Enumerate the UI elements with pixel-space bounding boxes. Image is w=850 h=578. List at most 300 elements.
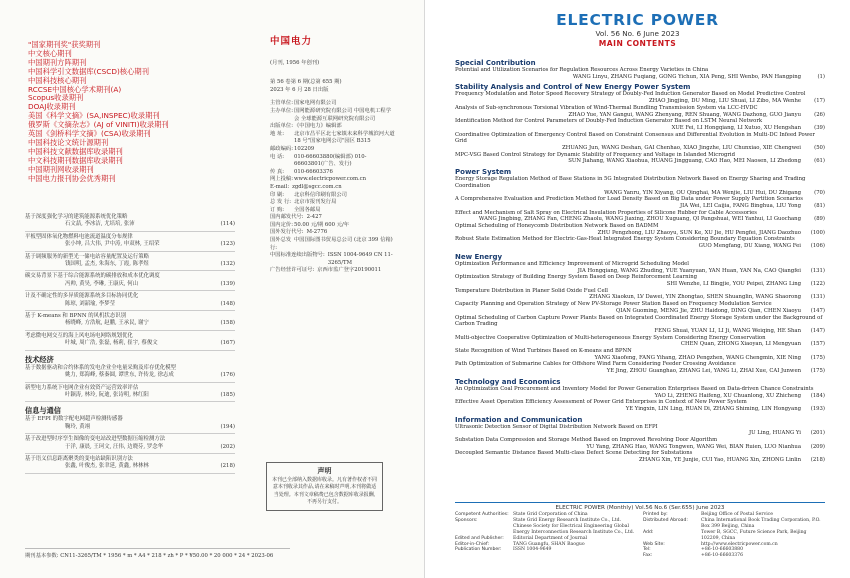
left-article [25,234,235,249]
toc-title-line [455,152,825,159]
honor-item: 英国《剑桥科学文摘》(CSA)收录期刊 [28,129,151,139]
toc-entry [455,261,825,274]
toc-entry [455,348,825,361]
toc-entry [455,450,825,463]
toc-entry [455,91,825,104]
article-page: (132) [220,261,235,268]
left-article [25,365,235,380]
toc-authors: ZHANG Xin, YE Junjie, CUI Yao, HUANG Xin, ZHONG Linlin [639,457,801,464]
masthead-title: ELECTRIC POWER [556,11,719,29]
article-authors: 张鑫, 叶俊杰, 张聿延, 黄鑫, 林林林 [65,463,149,470]
article-page: (114) [220,221,235,228]
toc-authors: ZHAO Yue, YAN Gangui, WANG Zhenyang, REN Shuang, WANG Dazhong, GUO Jianyu [568,111,801,118]
toc-entry [455,399,825,412]
article-byline [25,463,235,470]
article-authors: 于洋, 康晨, 王珂文, 汪伟, 边晓芬, 罗念华 [65,443,163,450]
article-byline [25,221,235,228]
article-page: (123) [220,241,235,248]
toc-entry [455,196,825,209]
colophon-value: Beijing Office of Postal Service [701,512,773,517]
toc-title: Energy Storage Regulation Method of Base Stations in 5G Integrated Distribution Network Based on Energy Sharing and Trading Coordination [455,176,806,189]
main-contents-heading: MAIN CONTENTS [598,39,677,48]
toc-entry [455,236,825,249]
toc-title-line [455,118,825,125]
left-article [25,456,235,471]
info-key: 主办单位: [270,107,293,114]
toc-title: Multi-objective Cooperative Optimization of Multi-heterogeneous Energy System Considering Energy Conservation [455,334,766,341]
colophon-value: +86-10-66603880 [701,547,744,553]
toc-title: Ultrasonic Detection Sensor of Digital Distribution Network Based on EFPI [455,423,658,430]
toc-section-heading: New Energy [455,252,503,261]
toc-byline [455,341,825,348]
colophon-key: Competent Authorities: [455,512,509,517]
toc-authors: ZHU Pengzhong, LIU Zhaoyu, SUN Ke, XU Jie, HU Pengfei, JIANG Daozhuo [597,229,801,236]
toc-byline [455,190,825,197]
colophon-value: China International Book Trading Corporation, P.O. Box 399 Beijing, China [701,517,821,529]
left-article [25,273,235,288]
left-article [25,436,235,451]
left-article [25,333,235,348]
article-page: (185) [220,391,235,398]
info-value: 《中国电力》编辑部 [294,123,342,130]
article-byline [25,241,235,248]
colophon-key: Fax: [643,553,653,559]
toc-byline [455,125,825,132]
honor-item: RCCSE中国核心学术期刊(A) [28,84,122,94]
left-article [25,385,235,400]
info-key: 主管单位: [270,100,293,107]
toc-authors: YU Yang, ZHANG Hao, WANG Tongwen, WANG Wei, BIAN Ruien, LUO Nianhua [586,443,801,450]
toc-authors: YE Yingxin, LIN Ling, RUAN Di, ZHANG Shiming, LIN Hongyang [625,405,801,412]
honor-item: 中文科技期刊数据库收录期刊 [28,155,123,165]
info-row [270,199,395,207]
divider [25,350,235,351]
toc-page: (89) [814,216,825,223]
toc-title-line [455,335,825,342]
honor-item: 美国《科学文摘》(SA,INSPEC)收录期刊 [28,111,160,121]
article-byline [25,372,235,379]
honor-item: 中国科学引文数据库(CSCD)核心期刊 [28,66,149,76]
divider [25,251,235,252]
toc-page: (193) [810,405,825,412]
toc-title: Frequency Modulation and Rotor Speed Recovery Strategy of Doubly-Fed Induction Generator Based on Model Predictive Control [455,91,806,98]
article-title: 基于语义信息距离聚类的变电站缺陷识别方法 [25,455,133,462]
toc-authors: CHEN Quan, ZHONG Xiaoyan, LI Mengyuan [680,341,801,348]
toc-authors: ZHAO Jingjing, DU Ming, LIU Shuai, LI Zibo, MA Wenhe [648,98,801,105]
toc-byline [455,430,825,437]
colophon-value: State Grid Corporation of China [513,512,588,517]
toc-page: (81) [814,202,825,209]
toc-title: Identification Method for Control Parameters of Doubly-Fed Induction Generator Based on LSTM Neural Network [455,118,763,125]
toc-title-line [455,236,825,243]
masthead-issue: Vol. 56 No. 6 June 2023 [595,29,680,38]
article-byline [25,281,235,288]
toc-authors: WANG Jingbing, ZHANG Fan, CHENG Zhaolu, WANG Jiaxing, ZHOU Xuguang, QI Pangshuai, WEI Yanhui, LI Guochang [478,216,801,223]
toc-title: Analysis of Sub-synchronous Torsional Vibration of Wind-Thermal Bundling Transmission System via LCC-HVDC [455,104,758,111]
toc-page: (39) [814,124,825,131]
toc-title: Optimal Scheduling of Honeycomb Distribution Network Based on BADMM [455,223,659,230]
info-row [270,176,395,184]
info-value: M-2776 [306,229,328,236]
toc-title-line [455,261,825,268]
toc-page: (17) [814,98,825,105]
article-authors: 叶颖涛, 林玲, 阮迪, 张诗明, 林红阳 [65,391,149,398]
info-key: 传 真: [270,168,285,175]
info-key: 国外总发行: [270,237,292,251]
colophon-right [643,512,825,559]
honor-item: 中国电力报刊协会优秀期刊 [28,173,116,183]
toc-authors: FENG Shuai, YUAN LI, LI Ji, WANG Weiqing, HE Shan [654,327,801,334]
toc-authors: ZHUANG Jun, WANG Deshan, GAI Chenhao, XIAO Jingzhe, LIU Chunxiao, XIE Chengwei [562,145,801,152]
toc-title: Decoupled Semantic Distance Based Multi-class Defect Scene Detecting for Substations [455,450,693,457]
info-row [270,154,395,169]
toc-title: Effective Asset Operation Efficiency Assessment of Power Grid Enterprises in Context of New Power System [455,399,747,406]
colophon [455,502,825,559]
toc-authors: JU Ling, HUANG Yi [748,430,801,437]
article-authors: 鞠玲, 黄翊 [65,423,90,430]
colophon-left [455,512,637,559]
declaration-heading: 声明 [317,467,332,475]
toc-title: Potential and Utilization Scenarios for Regulation Resources Across Energy Varieties in China [455,67,709,73]
toc-section-heading: Stability Analysis and Control of New Energy Power System [455,83,691,92]
toc-title-line [455,450,825,457]
toc-page: (175) [810,368,825,375]
info-row [270,252,395,267]
toc-title: Optimization Performance and Efficiency Improvement of Microgrid Scheduling Model [455,260,689,267]
journal-title-cn: 中国电力 [270,36,313,47]
toc-byline [455,281,825,288]
toc-title: Optimal Scheduling of Carbon Capture Power Plants Based on Integrated Coordinated Energy Storage System under the Background of Carbon Trading [455,314,823,328]
divider [25,270,235,271]
honor-item: "国家期刊奖"获奖期刊 [28,40,101,49]
toc-authors: ZHANG Xiaokun, LV Dawei, YIN Zhongtao, SHEN Shuanglin, WANG Shaorong [589,294,801,301]
article-page: (148) [220,300,235,307]
left-article [25,254,235,269]
info-row [270,192,395,200]
toc-title-line [455,348,825,355]
divider [25,231,235,232]
colophon-key: Add: [643,529,654,535]
info-value: 中国国际图书贸易总公司 (北京 399 信箱) [294,237,393,244]
honor-item: 俄罗斯《文摘杂志》(AJ of VINITI)收录期刊 [28,120,169,130]
article-authors: 杨晓峰, 方浩航, 赵鹏, 王承民, 谢宁 [65,320,149,327]
toc-byline [455,393,825,400]
toc-authors: WANG Linyu, ZHANG Fuqiang, GONG Yichun, XIA Peng, SHI Wenbo, PAN Hangping [572,73,801,80]
toc-entry [455,223,825,236]
toc-title-line [455,91,825,98]
toc-title: Coordinative Optimization of Emergency Control Based on Constraint Consensus and Differential Evolution in Multi-DC Infeed Power Grid [455,131,815,145]
colophon-value: Editorial Department of Journal [513,535,588,541]
colophon-value: TANG Guangfu, SHAN Baoguo [513,541,585,547]
toc-page: (122) [810,280,825,287]
toc-byline [455,268,825,275]
article-authors: 张小坤, 吕大伟, 尹中涛, 申双林, 王绍荣 [65,241,160,248]
info-value: 国网能源研究院有限公司 中国电机工程学会 全球能源互联网研究院有限公司 [294,107,392,122]
toc-title-line [455,301,825,308]
info-key: 国内邮发代号: [270,214,304,221]
info-value: ISSN 1004-9649 CN 11-3265/TM [327,252,393,266]
colophon-value: http://www.electricpower.com.cn [701,541,778,547]
toc-authors: SHI Wenzhe, LI Bingjie, YOU Peipei, ZHANG Ling [666,280,801,287]
toc-title: Temperature Distribution in Planer Solid Oxide Fuel Cell [455,287,608,294]
toc-byline [455,457,825,464]
colophon-key: Edited and Publisher: [455,535,504,541]
toc-title-line [455,210,825,217]
toc-authors: YANG Xiaofeng, FANG Yihang, ZHAO Pengzhen, WANG Chengmin, XIE Ning [594,354,801,361]
article-byline [25,392,235,399]
article-title: 考虑微电网交互的海上风电场电网络规划优化 [25,332,133,339]
journal-info-card [270,38,395,275]
journal-volume: 第 56 卷第 6 期(总第 655 期) [270,79,342,86]
toc-page: (1) [817,73,825,80]
journal-date: 2023 年 6 月 28 日出版 [270,86,329,93]
toc-authors: QIAN Guoming, MENG Jie, ZHU Haidong, DING Qian, CHEN Xiaoyu [615,307,801,314]
toc-byline [455,294,825,301]
honor-item: 中国期刊网收录期刊 [28,164,94,174]
info-value: 北京市报刊发行局 [294,199,337,206]
article-authors: 钱国明, 孟杰, 朱海东, 丁霞, 陈孝煜 [65,261,149,268]
colophon-key: Publication Number: [455,547,502,553]
colophon-row [455,547,637,553]
article-page: (158) [220,320,235,327]
honor-item: 中国科技论文统计源期刊 [28,137,109,147]
article-byline [25,301,235,308]
toc-entry [455,335,825,348]
info-value: 北京市昌平区北七家镇未来科学城滨河大道 18 号"国家电网公司"园区 B315 [294,130,395,145]
article-page: (218) [220,463,235,470]
toc-section-heading: Special Contribution [455,59,536,67]
article-byline [25,340,235,347]
toc-byline [455,308,825,315]
toc-byline [455,406,825,413]
toc-authors: SUN Jiahang, WANG Xiaohua, HUANG Jingguang, CAO Hao, MEI Naosen, LI Zhedong [568,158,801,165]
toc-title-line [455,399,825,406]
toc-title-line [455,196,825,203]
info-key: 邮政编码: [270,145,293,152]
toc-title-line [455,176,825,189]
colophon-value: State Grid Energy Research Institute Co., Ltd. Chinese Society for Electrical Engineering Global Energy Interconnection Research Institute Co., Ltd. [513,517,635,535]
article-title: 新型电力系统下电网企业有效资产运营效率评估 [25,384,139,391]
toc-entry [455,152,825,165]
info-row [270,214,395,222]
article-page: (202) [220,443,235,450]
toc-byline [455,230,825,237]
toc-title-line [455,361,825,368]
toc-byline [455,328,825,335]
toc-entry [455,210,825,223]
article-title: 基于数据驱动和合约体系的发电企业全电量采购及库存优化模型 [25,364,176,371]
toc-page: (201) [810,430,825,437]
divider [25,330,235,331]
left-article [25,313,235,328]
toc-title-line [455,424,825,431]
masthead [425,11,850,48]
declaration-text: 本刊已全部纳入数据库收录。凡有著作权者不同意本刊收录其作品,请在来稿时声明,本刊将做适当处理。本刊文章稿费已包含数据库收录报酬,不再另行支付。 [272,477,378,505]
article-title: 基于改进型时序孪生图像的变电站改进型数据压缩检测方法 [25,436,166,443]
article-authors: 姚力, 郑海峰, 蔡秦圆, 谭世东, 许传龙, 徐志成 [65,372,174,379]
colophon-row [643,530,825,542]
honor-item: 中国科技文献数据库收录期刊 [28,146,123,156]
toc-byline [455,368,825,375]
toc-page: (106) [810,243,825,250]
info-key: 国外发行代号: [270,229,304,236]
left-section-heading: 技术经济 [25,354,54,364]
toc-title-line [455,67,825,74]
honor-item: 中国期刊方阵期刊 [28,57,87,67]
info-key: 电 话: [270,153,285,160]
toc-page: (70) [814,189,825,196]
article-title: 计及不确定性的多异质能源系统多目标协同优化 [25,293,139,300]
info-key: 出版单位: [270,123,293,130]
colophon-value: ISSN 1004-9649 [513,547,552,553]
article-authors: 陈琼, 刘韶瑜, 李梦莹 [65,300,115,307]
toc-byline [455,216,825,223]
info-key: 广告经营许可证号: [270,267,315,274]
info-row [270,108,395,123]
article-title: 平板型固体氧化物燃料电池流道温度分布规律 [25,233,133,240]
honors-list [28,41,228,184]
toc-title: Robust State Estimation Method for Electric-Gas-Heat Integrated Energy System Considering Boundary Equation Constraints [455,236,795,243]
article-byline [25,424,235,431]
toc-authors: GUO Mengfang, DU Xiang, WANG Fei [698,243,801,250]
info-key: 总 发 行: [270,199,292,206]
colophon-key: Tel: [643,547,651,553]
toc-page: (218) [810,457,825,464]
toc-entry [455,361,825,374]
divider [25,433,235,434]
toc-page: (157) [810,341,825,348]
left-section-heading: 信息与通信 [25,406,61,416]
info-value: 50.00 元/期 600 元/年 [294,221,350,228]
info-value: www.electricpower.com.cn [294,176,367,183]
info-rows [270,100,395,275]
toc-entry [455,424,825,437]
toc-byline [455,74,825,81]
info-key: 中国标准连续出版物号: [270,252,325,259]
divider [25,473,235,474]
article-page: (176) [220,372,235,379]
toc-section-heading: Technology and Economics [455,377,561,386]
info-value: 全国各邮局 [294,206,321,213]
article-page: (194) [220,423,235,430]
info-value: 北京科信印刷有限公司 [294,191,347,198]
colophon-value: +86-10-66603376 [701,553,744,559]
table-of-contents [455,56,825,464]
toc-byline [455,355,825,362]
article-title: 基于深度强化学习的建筑能源系统优化策略 [25,214,128,220]
toc-byline [455,444,825,451]
toc-authors: JIA Hongqiang, WANG Zhuding, YUE Yuanyuan, YAN Huan, YAN Na, CAO Qiangfei [577,267,801,274]
toc-page: (175) [810,354,825,361]
toc-byline [455,112,825,119]
article-authors: 冯帅, 黄昊, 李琳, 王康庆, 何山 [65,280,139,287]
toc-byline [455,158,825,165]
colophon-row [643,518,825,530]
honor-item: 中国科技核心期刊 [28,75,87,85]
info-value: 京西市监广登字20190011 [317,267,382,274]
toc-title: MPC-VSG Based Control Strategy for Dynamic Stability of Frequency and Voltage in Islanded Microgrid [455,151,735,158]
article-authors: 石文喆, 李冰洁, 尤培培, 张沛 [65,221,135,228]
journal-parameters: 期刊基本参数: CN11-3265/TM * 1956 * m * A4 * 218 * zh * P * ¥50.00 * 20 000 * 24 * 2023-06 [25,548,290,559]
info-row [270,146,395,154]
article-title: 基于 K-means 和 BPNN 的风机状态识别 [25,313,126,320]
toc-entry [455,176,825,196]
info-row [270,131,395,146]
toc-page: (131) [810,267,825,274]
toc-authors: YE Jing, ZHOU Guanghao, ZHANG Lei, YANG Li, ZHAI Xue, CAI Junwen [606,368,801,375]
toc-entry [455,118,825,131]
divider [25,310,235,311]
colophon-row [455,518,637,536]
colophon-key: Editor-in-Chief: [455,541,490,547]
toc-section-heading: Power System [455,168,512,177]
toc-byline [455,243,825,250]
toc-byline [455,145,825,152]
toc-title: Path Optimization of Submarine Cables for Offshore Wind Farm Considering Feeder Crossing Avoidance [455,361,736,368]
toc-title-line [455,315,825,328]
info-row [270,237,395,252]
left-article-list [25,214,235,476]
toc-byline [455,203,825,210]
toc-title: An Optimization Coal Procurement and Inventory Model for Power Generation Enterprises Based on Data-driven Chance Constraints [455,385,814,392]
toc-title-line [455,223,825,230]
toc-page: (50) [814,145,825,152]
toc-page: (100) [810,229,825,236]
info-row [270,184,395,192]
divider [25,453,235,454]
toc-title-line [455,274,825,281]
info-row [270,123,395,131]
toc-title: A Comprehensive Evaluation and Prediction Method for Load Density Based on Big Data under Power Supply Partition Scenarios [455,196,803,203]
toc-authors: XUE Fei, LI Hongqiang, LI Xutuo, XU Hengshan [671,124,801,131]
info-row [270,100,395,108]
article-page: (167) [220,340,235,347]
colophon-value: Tower B, SGCC, Future Science Park, Beijing 102209, China [701,529,807,541]
article-title: 碳交易背景下基于综合能源系统的碳排放和成本优化调度 [25,273,160,280]
contents-page [425,0,850,578]
left-article [25,416,235,431]
toc-title: Effect and Mechanism of Salt Spray on Electrical Insulation Properties of Silicone Rubber for Cable Accessories [455,209,757,216]
article-authors: 叶城, 周广浩, 张磊, 杨莉, 崔宇, 蔡俊文 [65,340,158,347]
toc-page: (184) [810,392,825,399]
toc-entry [455,132,825,152]
info-value: 2-427 [306,214,322,221]
journal-frequency: (月刊, 1956 年创刊) [270,59,320,66]
colophon-title: ELECTRIC POWER (Monthly) Vol.56 No.6 (Ser.655) June 2023 [555,505,725,511]
toc-page: (147) [810,327,825,334]
article-byline [25,320,235,327]
left-article [25,214,235,229]
toc-title-line [455,132,825,145]
toc-title: State Recognition of Wind Turbines Based on K-means and BPNN [455,348,632,355]
toc-authors: JIA Wei, LEI Caijia, FANG Binghua, LIU Yong [680,202,801,209]
toc-section-heading: Information and Communication [455,415,583,424]
toc-byline [455,98,825,105]
info-key: 网上投稿: [270,176,293,183]
info-key: E-mail: [270,183,290,190]
info-value: 010-66603376 [294,168,333,175]
info-key: 国内定价: [270,221,293,228]
toc-authors: YAO Li, ZHENG Haifeng, XU Chuanlong, XU Zhicheng [654,392,801,399]
colophon-key: Sponsors: [455,517,478,523]
info-row [270,267,395,275]
divider [25,382,235,383]
toc-entry [455,105,825,118]
info-key: 印 刷: [270,191,285,198]
article-title: 基于 EFPI 的数字配电网超声检测传感器 [25,416,123,423]
toc-entry [455,67,825,80]
toc-title: Optimization Strategy of Building Energy System Based on Deep Reinforcement Learning [455,274,698,281]
